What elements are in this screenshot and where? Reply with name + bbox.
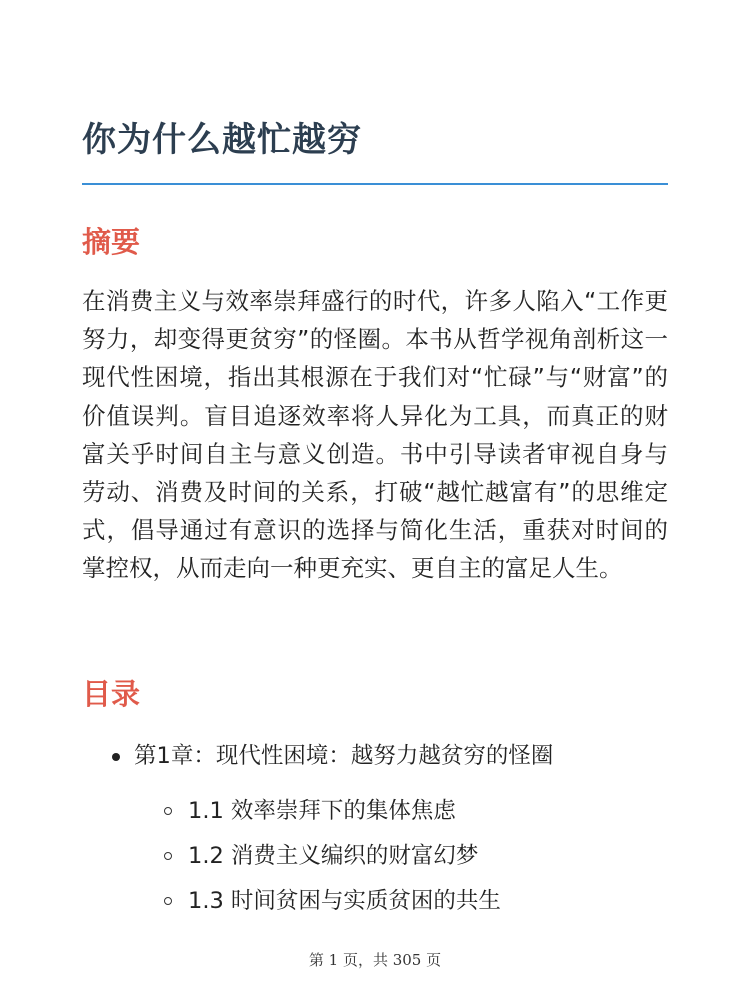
bullet-circle-icon [164, 807, 172, 815]
title-divider [82, 183, 668, 185]
toc-section-label: 1.1 效率崇拜下的集体焦虑 [188, 798, 456, 824]
toc-section-label: 1.3 时间贫困与实质贫困的共生 [188, 888, 501, 914]
bullet-circle-icon [164, 852, 172, 860]
page-number-footer: 第 1 页，共 305 页 [308, 951, 442, 969]
bullet-disc-icon [112, 753, 120, 761]
book-title: 你为什么越忙越穷 [82, 120, 362, 160]
toc-chapter-label: 第1章：现代性困境：越努力越贫穷的怪圈 [134, 743, 554, 769]
bullet-circle-icon [164, 897, 172, 905]
abstract-paragraph: 在消费主义与效率崇拜盛行的时代，许多人陷入“工作更努力，却变得更贫穷”的怪圈。本书从哲学视角剖析这一现代性困境，指出其根源在于我们对“忙碌”与“财富”的价值误判。盲目追逐效率将人异化为工具，而真正的财富关乎时间自主与意义创造。书中引导读者审视自身与劳动、消费及时间的关系，打破“越忙越富有”的思维定式，倡导通过有意识的选择与简化生活，重获对时间的掌控权，从而走向一种更充实、更自主的富足人生。 [82, 287, 668, 583]
toc-section-label: 1.2 消费主义编织的财富幻梦 [188, 843, 479, 869]
toc-heading: 目录 [82, 677, 141, 711]
abstract-heading: 摘要 [82, 225, 141, 259]
